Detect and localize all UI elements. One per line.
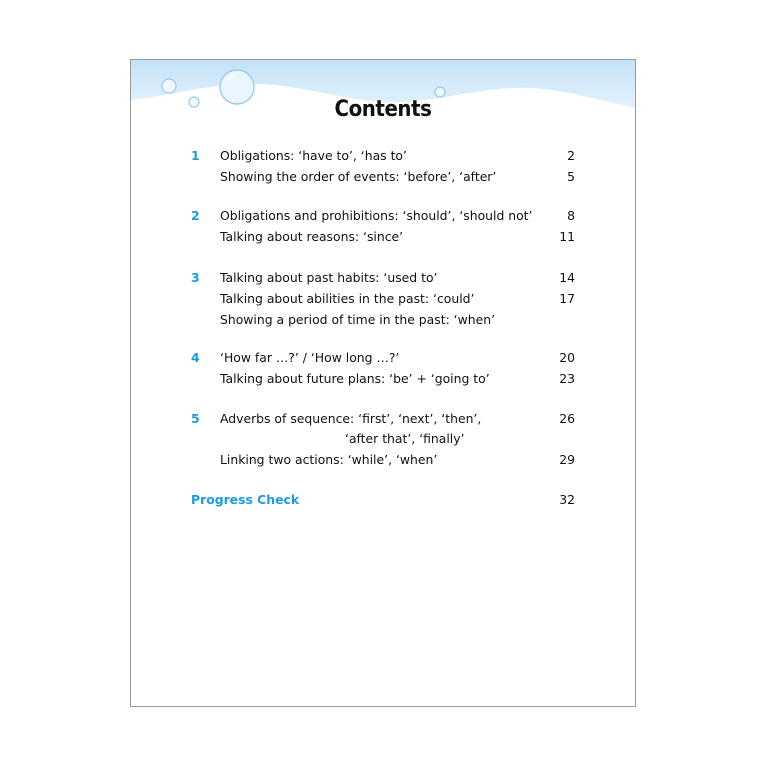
toc-row (131, 430, 635, 448)
toc-entry: Talking about reasons: ‘since’ (220, 229, 404, 244)
page-number: 11 (559, 229, 575, 244)
toc-row (131, 147, 635, 165)
page-number: 32 (559, 492, 575, 507)
toc-entry: Linking two actions: ‘while’, ‘when’ (220, 452, 438, 467)
toc-entry: ‘How far …?’ / ‘How long …?’ (220, 350, 400, 365)
page-number: 14 (559, 270, 575, 285)
unit-number: 4 (191, 350, 200, 365)
toc-row (131, 451, 635, 469)
page-number: 5 (567, 169, 575, 184)
page-title: Contents (334, 97, 432, 122)
unit-number: 2 (191, 208, 200, 223)
toc-entry: Talking about future plans: ‘be’ + ‘going to’ (220, 371, 490, 386)
page-number: 23 (559, 371, 575, 386)
toc-entry: Showing the order of events: ‘before’, ‘after’ (220, 169, 497, 184)
page-number: 26 (559, 411, 575, 426)
toc-row (131, 207, 635, 225)
page-number: 29 (559, 452, 575, 467)
toc-entry: Obligations: ‘have to’, ‘has to’ (220, 148, 407, 163)
toc-row (131, 410, 635, 428)
toc-row (131, 228, 635, 246)
toc-entry: Talking about abilities in the past: ‘could’ (220, 291, 475, 306)
toc-entry-continuation: ‘after that’, ‘finally’ (345, 431, 465, 446)
toc-entry: Showing a period of time in the past: ‘when’ (220, 312, 496, 327)
toc-row (131, 349, 635, 367)
contents-page (130, 59, 636, 707)
toc-entry: Talking about past habits: ‘used to’ (220, 270, 438, 285)
toc-row (131, 290, 635, 308)
unit-number: 1 (191, 148, 200, 163)
unit-number: 5 (191, 411, 200, 426)
page-number: 20 (559, 350, 575, 365)
unit-number: 3 (191, 270, 200, 285)
page-number: 8 (567, 208, 575, 223)
progress-check-label: Progress Check (191, 492, 300, 507)
toc-row (131, 269, 635, 287)
page-number: 17 (559, 291, 575, 306)
toc-row (131, 311, 635, 329)
toc-row-progress-check (131, 491, 635, 509)
toc-entry: Adverbs of sequence: ‘first’, ‘next’, ‘then’, (220, 411, 482, 426)
page-number: 2 (567, 148, 575, 163)
toc-entry: Obligations and prohibitions: ‘should’, ‘should not’ (220, 208, 533, 223)
toc-row (131, 168, 635, 186)
toc-row (131, 370, 635, 388)
